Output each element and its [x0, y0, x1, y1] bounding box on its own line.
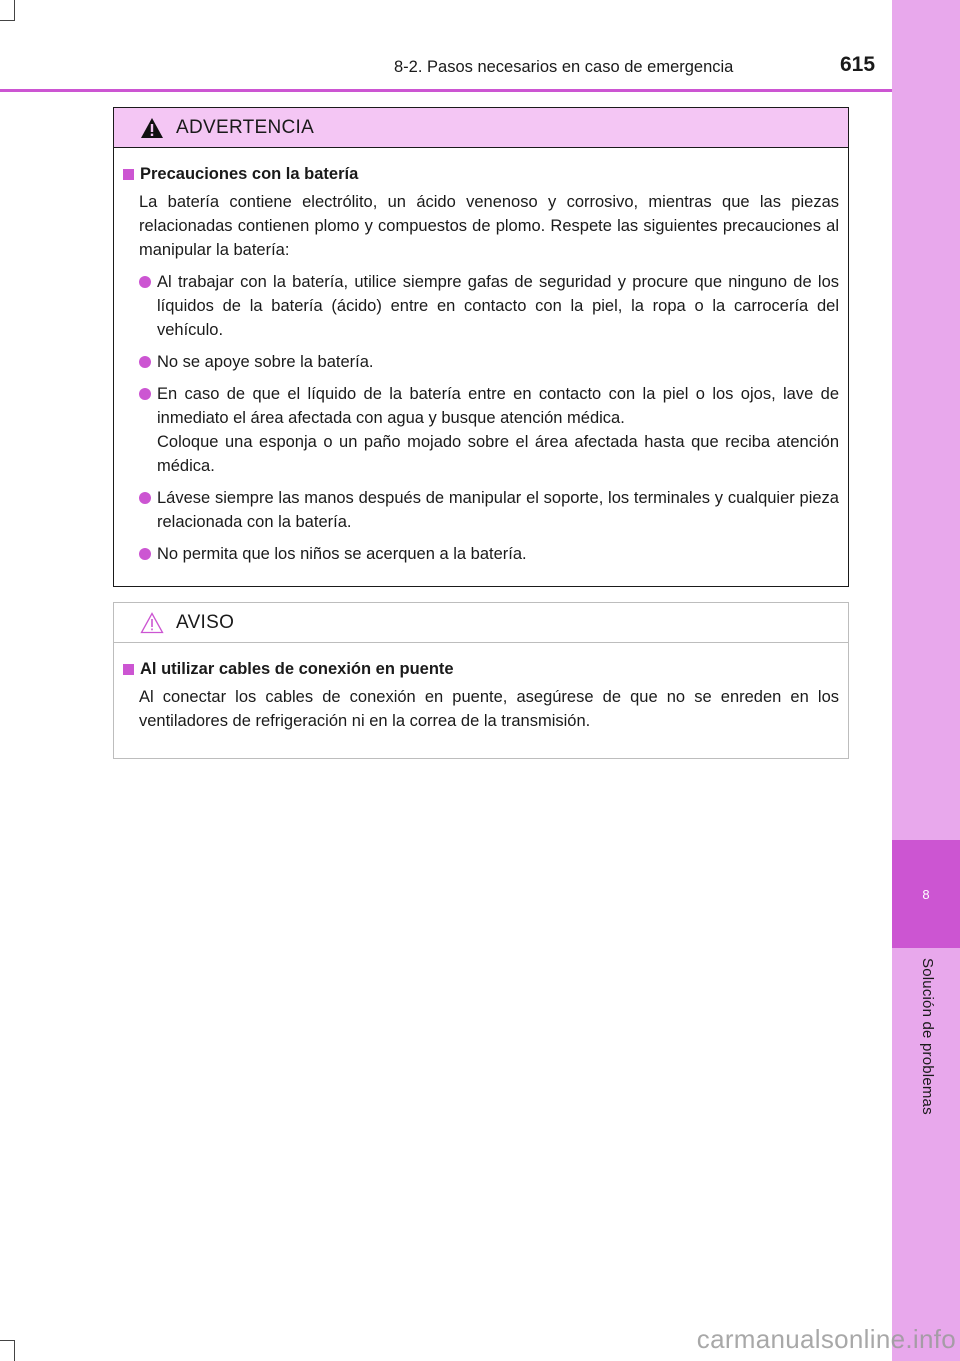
- caution-triangle-icon: [140, 612, 164, 634]
- header-rule: [0, 89, 892, 92]
- warning-body: [114, 148, 848, 566]
- list-item: [123, 382, 839, 478]
- list-item: [123, 486, 839, 534]
- list-item-text: Al trabajar con la batería, utilice siempre gafas de seguridad y procure que ninguno de los líquidos de la batería (ácido) entre en contacto con la piel, la ropa o la carrocería del vehículo.: [157, 273, 839, 339]
- section-title: 8-2. Pasos necesarios en caso de emergencia: [394, 58, 734, 76]
- crop-mark: [14, 0, 15, 20]
- square-bullet-icon: [123, 169, 134, 180]
- chapter-number: 8: [892, 840, 960, 948]
- crop-mark: [14, 1340, 15, 1361]
- round-bullet-icon: [139, 276, 151, 288]
- notice-box: [113, 602, 849, 759]
- warning-title: ADVERTENCIA: [176, 116, 315, 138]
- round-bullet-icon: [139, 548, 151, 560]
- round-bullet-icon: [139, 356, 151, 368]
- list-item-text: Lávese siempre las manos después de manipular el soporte, los terminales y cualquier pieza relacionada con la batería.: [157, 489, 839, 531]
- notice-section-title: Al utilizar cables de conexión en puente: [140, 660, 454, 678]
- square-bullet-icon: [123, 664, 134, 675]
- page-header: [0, 52, 892, 92]
- notice-text: Al conectar los cables de conexión en puente, asegúrese de que no se enreden en los ventiladores de refrigeración ni en la correa de la transmisión.: [139, 688, 839, 730]
- round-bullet-icon: [139, 492, 151, 504]
- warning-box: [113, 107, 849, 587]
- chapter-label: Solución de problemas: [919, 958, 936, 1115]
- warning-section-heading: [123, 162, 839, 186]
- warning-triangle-icon: [140, 117, 164, 139]
- notice-title: AVISO: [176, 611, 235, 633]
- list-item-text: No permita que los niños se acerquen a la batería.: [157, 545, 527, 563]
- list-item: [123, 350, 839, 374]
- list-item: [123, 270, 839, 342]
- notice-box-header: [114, 603, 848, 643]
- list-item: [123, 542, 839, 566]
- watermark: carmanualsonline.info: [696, 1324, 956, 1354]
- list-item-text: Coloque una esponja o un paño mojado sobre el área afectada hasta que reciba atención médica.: [157, 433, 839, 475]
- warning-box-header: [114, 108, 848, 148]
- list-item-text: No se apoye sobre la batería.: [157, 353, 374, 371]
- notice-section-heading: [123, 657, 839, 681]
- list-item-text: En caso de que el líquido de la batería entre en contacto con la piel o los ojos, lave de inmediato el área afectada con agua y busque atención médica.: [157, 385, 839, 427]
- warning-section-title: Precauciones con la batería: [140, 165, 359, 183]
- chapter-thumb-tab: [892, 0, 960, 1361]
- crop-mark: [0, 1340, 15, 1341]
- notice-body: [114, 643, 848, 733]
- round-bullet-icon: [139, 388, 151, 400]
- warning-intro: La batería contiene electrólito, un ácido venenoso y corrosivo, mientras que las piezas relacionadas contienen plomo y compuestos de plomo. Respete las siguientes precauciones al manipular la batería:: [139, 193, 839, 259]
- page-number: 615: [840, 53, 876, 76]
- crop-mark: [0, 20, 15, 21]
